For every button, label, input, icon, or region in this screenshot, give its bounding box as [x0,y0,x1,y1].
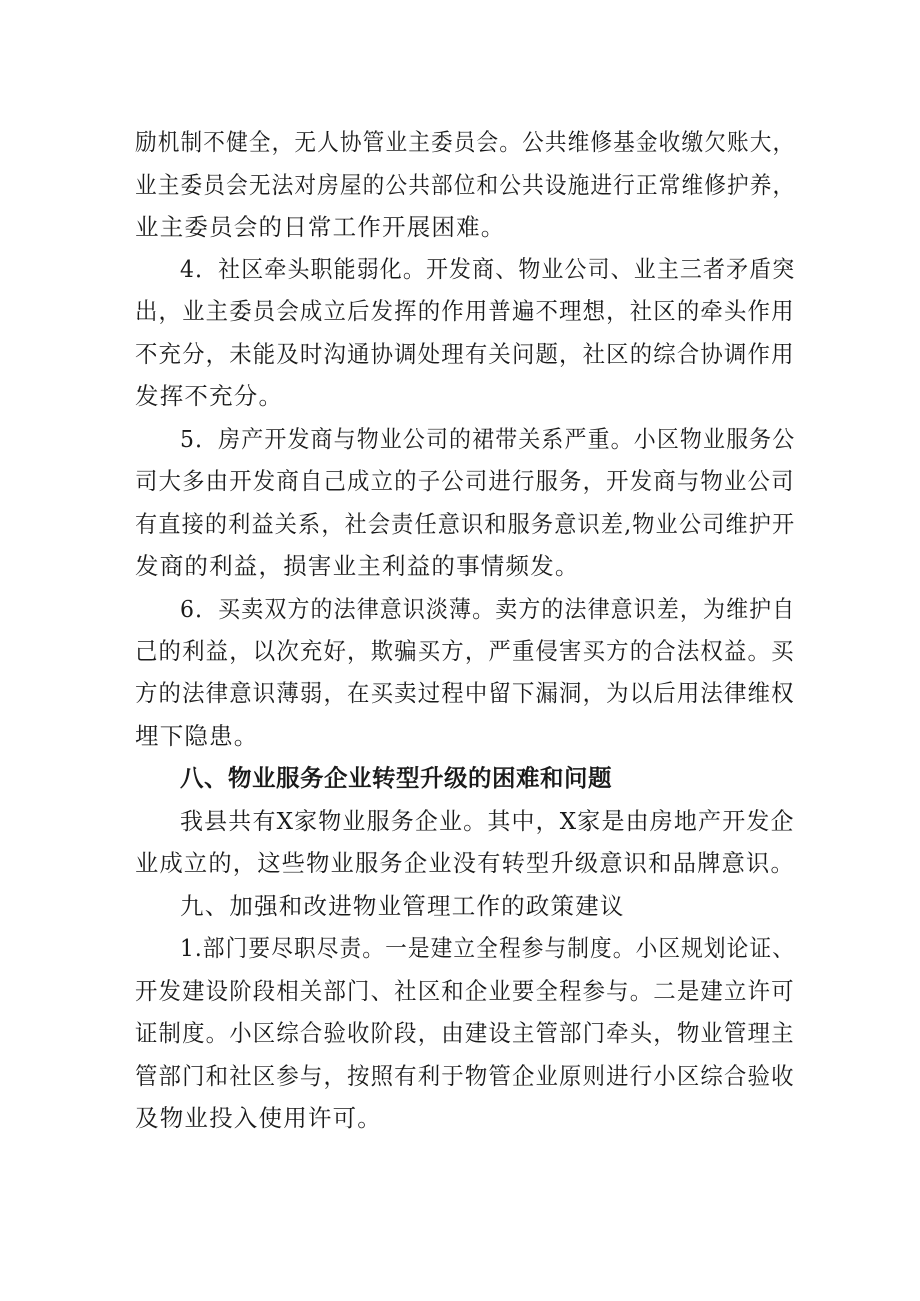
text-line: 业主委员会无法对房屋的公共部位和公共设施进行正常维修护养， [135,171,796,199]
section-heading-9: 九、加强和改进物业管理工作的政策建议 [180,892,625,920]
text-line: 管部门和社区参与，按照有利于物管企业原则进行小区综合验收 [135,1062,795,1090]
text-line: 业成立的，这些物业服务企业没有转型升级意识和品牌意识。 [135,849,795,877]
text-line: 方的法律意识薄弱，在买卖过程中留下漏洞，为以后用法律维权 [135,679,795,707]
section-heading-8: 八、物业服务企业转型升级的困难和问题 [180,764,612,792]
paragraph-8-first-line: 我县共有X家物业服务企业。其中，X家是由房地产开发企 [180,807,795,835]
text-line: 发挥不充分。 [135,382,284,410]
paragraph-4-first-line: 4．社区牵头职能弱化。开发商、物业公司、业主三者矛盾突 [180,255,796,283]
text-line: 己的利益，以次充好，欺骗买方，严重侵害买方的合法权益。买 [135,637,795,665]
text-line: 有直接的利益关系，社会责任意识和服务意识差,物业公司维护开 [135,510,796,538]
text-line: 出，业主委员会成立后发挥的作用普遍不理想，社区的牵头作用 [135,297,795,325]
text-line: 及物业投入使用许可。 [135,1104,382,1132]
paragraph-5-first-line: 5．房产开发商与物业公司的裙带关系严重。小区物业服务公 [180,425,796,453]
paragraph-6-first-line: 6．买卖双方的法律意识淡薄。卖方的法律意识差，为维护自 [180,595,796,623]
text-line: 不充分，未能及时沟通协调处理有关问题，社区的综合协调作用 [135,340,795,368]
text-line: 司大多由开发商自己成立的子公司进行服务，开发商与物业公司 [135,467,795,495]
text-line: 励机制不健全，无人协管业主委员会。公共维修基金收缴欠账大， [135,128,796,156]
text-line: 发商的利益，损害业主利益的事情频发。 [135,552,580,580]
text-line: 开发建设阶段相关部门、社区和企业要全程参与。二是建立许可 [135,977,795,1005]
text-line: 证制度。小区综合验收阶段，由建设主管部门牵头，物业管理主 [135,1019,795,1047]
text-line: 业主委员会的日常工作开展困难。 [135,213,506,241]
text-line: 埋下隐患。 [135,722,259,750]
paragraph-9-1-first-line: 1.部门要尽职尽责。一是建立全程参与制度。小区规划论证、 [180,934,796,962]
